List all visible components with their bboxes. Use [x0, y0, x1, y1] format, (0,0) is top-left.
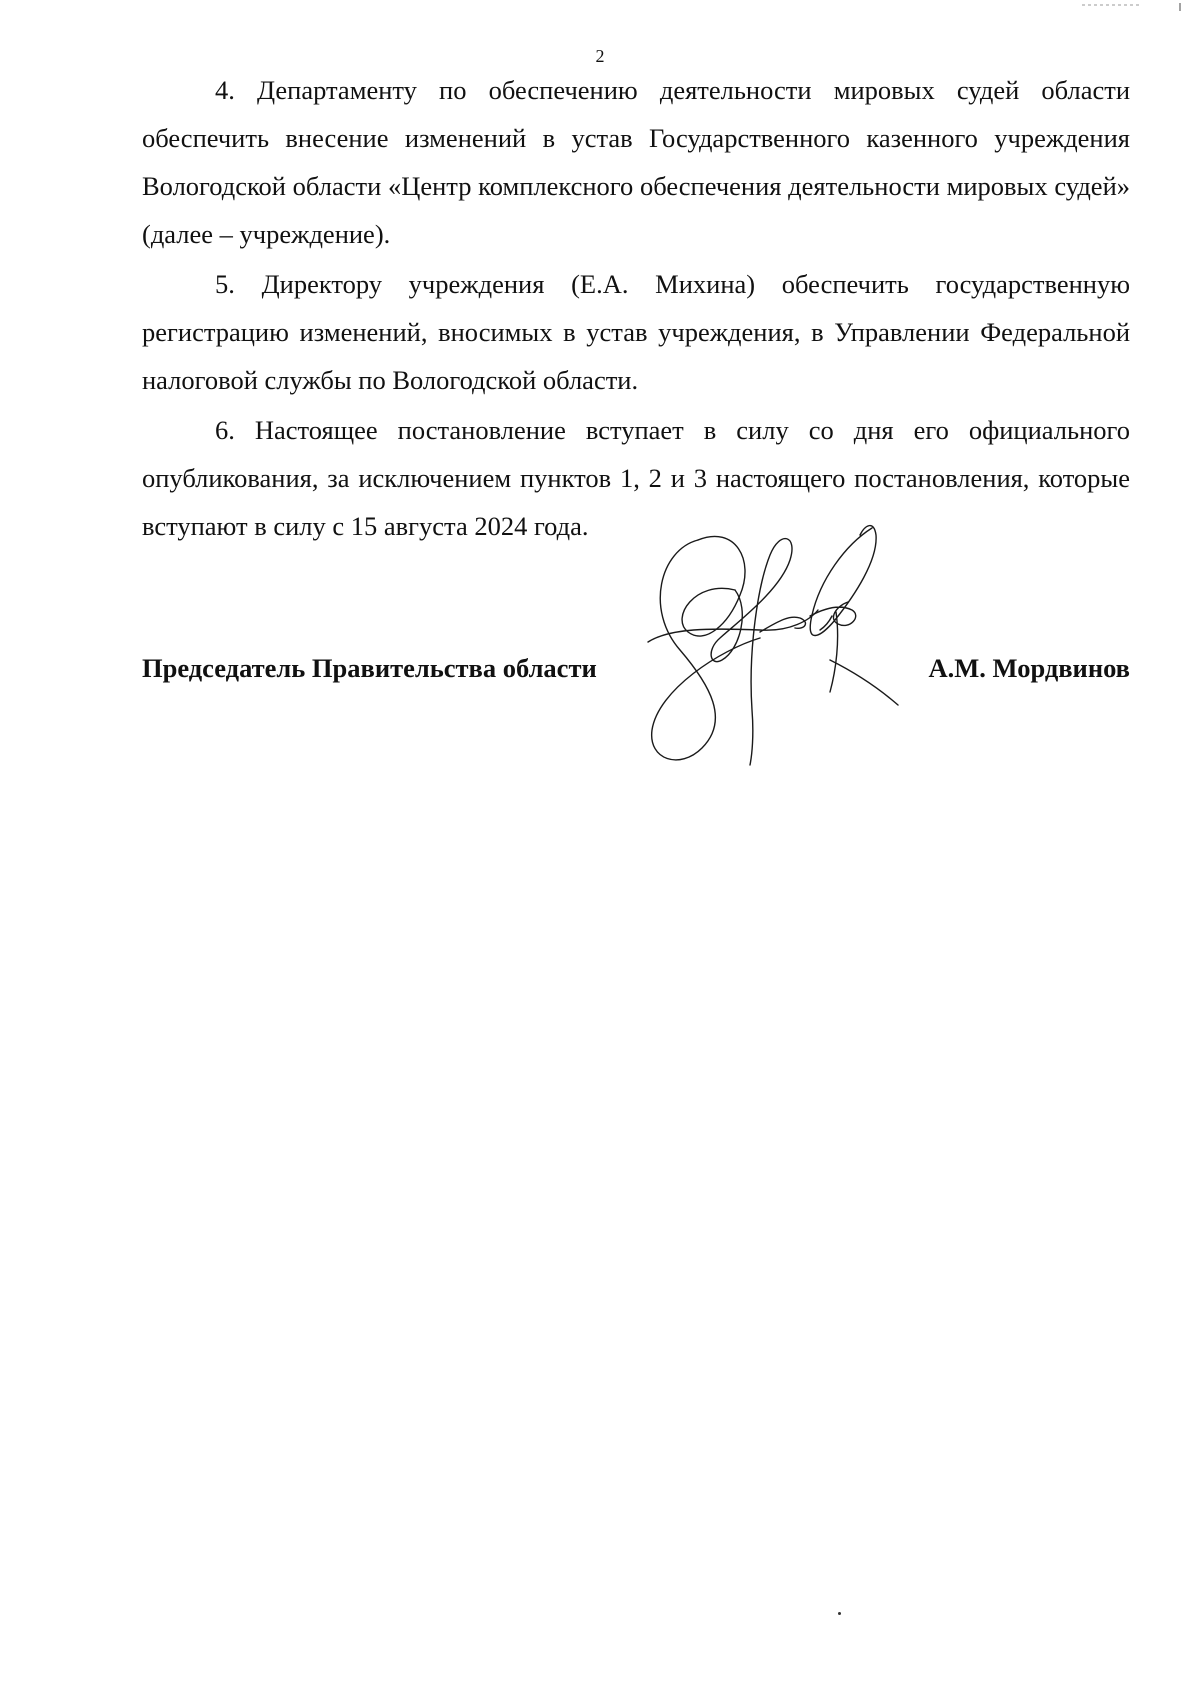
- signatory-name: А.М. Мордвинов: [928, 653, 1130, 683]
- paragraph-4: 4. Департаменту по обеспечению деятельности мировых судей области обеспечить внесение изменений в устав Государственного казенного учреждения Вологодской области «Центр комплексного обеспечения деятельности мировых судей» (далее – учреждение).: [142, 75, 1130, 249]
- signatory-title: Председатель Правительства области: [142, 653, 597, 683]
- scan-edge-mark: [1072, 0, 1192, 10]
- document-body: [142, 66, 1130, 552]
- page-number: 2: [595, 46, 605, 66]
- paragraph-6: 6. Настоящее постановление вступает в силу со дня его официального опубликования, за исключением пунктов 1, 2 и 3 настоящего постановления, которые вступают в силу с 15 августа 2024 года.: [142, 415, 1130, 541]
- scan-speck: [838, 1612, 841, 1615]
- paragraph-5: 5. Директору учреждения (Е.А. Михина) обеспечить государственную регистрацию изменений, вносимых в устав учреждения, в Управлении Федеральной налоговой службы по Вологодской области.: [142, 269, 1130, 395]
- signature-block: [142, 648, 1130, 688]
